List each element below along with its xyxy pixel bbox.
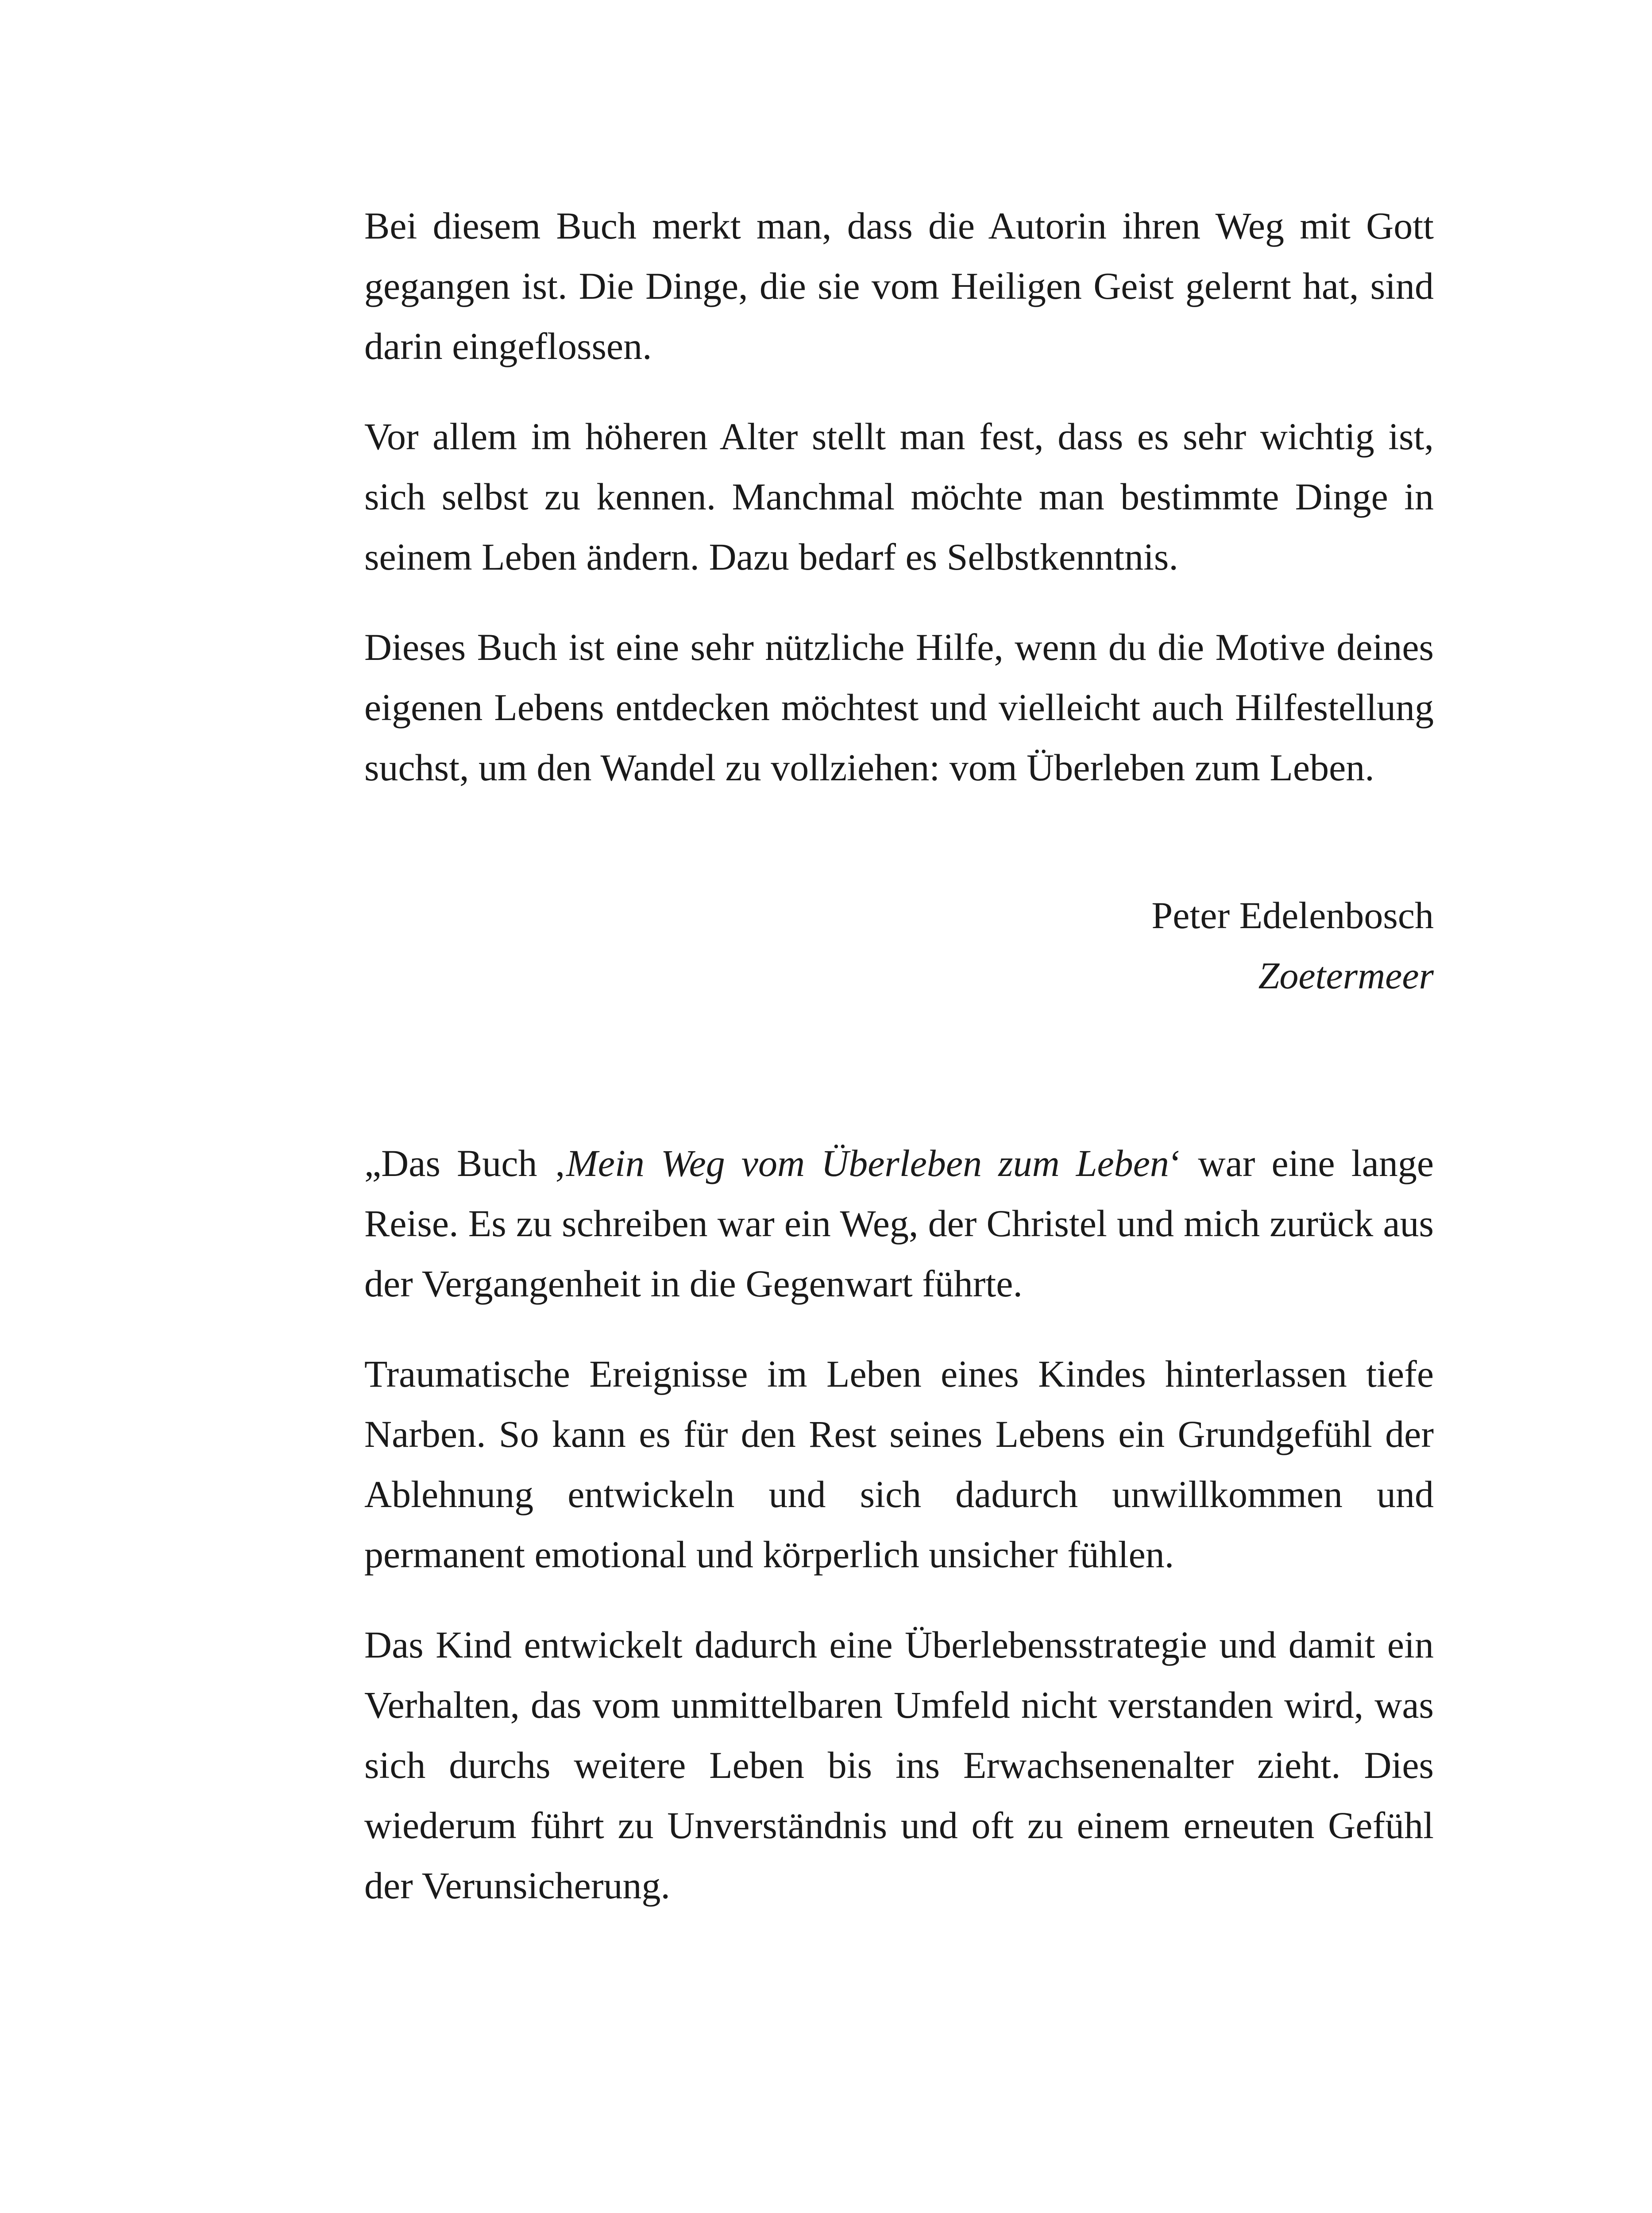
paragraph: Dieses Buch ist eine sehr nützliche Hilfe, wenn du die Motive deines eigenen Lebens entdecken möchtest und vielleicht auch Hilfestellung suchst, um den Wandel zu vollziehen: vom Überleben zum Leben. <box>364 626 1434 789</box>
signature-place: Zoetermeer <box>1258 954 1434 997</box>
book-title: Mein Weg vom Überleben zum Leben <box>566 1142 1169 1184</box>
paragraph: Traumatische Ereignisse im Leben eines Kindes hinterlassen tiefe Narben. So kann es für den Rest seines Lebens ein Grundgefühl der Ablehnung entwickeln und sich dadurch unwillkommen und permanent emotional und körperlich unsicher fühlen. <box>364 1353 1434 1576</box>
signature <box>364 885 1434 1006</box>
paragraph: Bei diesem Buch merkt man, dass die Autorin ihren Weg mit Gott gegangen ist. Die Dinge, die sie vom Heiligen Geist gelernt hat, sind darin eingeflossen. <box>364 204 1434 367</box>
paragraph: Das Kind entwickelt dadurch eine Überlebensstrategie und damit ein Verhalten, das vom unmittelbaren Umfeld nicht verstanden wird, was sich durchs weitere Leben bis ins Erwachsenenalter zieht. Dies wiederum führt zu Unverständnis und oft zu einem erneuten Gefühl der Verunsicherung. <box>364 1623 1434 1907</box>
testimonial-section-2 <box>364 1133 1434 1916</box>
testimonial-section-1 <box>364 196 1434 798</box>
paragraph-with-title <box>364 1133 1434 1314</box>
paragraph: Vor allem im höheren Alter stellt man fest, dass es sehr wichtig ist, sich selbst zu kennen. Manchmal möchte man bestimmte Dinge in seinem Leben ändern. Dazu bedarf es Selbstkenntnis. <box>364 415 1434 578</box>
quote-prefix: „Das Buch ‚ <box>364 1142 567 1184</box>
quote-suffix: ‘ war eine lange Reise. Es zu schreiben war ein Weg, der Christel und mich zurück aus der Vergangenheit in die Gegenwart führte. <box>364 1142 1434 1305</box>
signature-name: Peter Edelenbosch <box>1151 894 1434 937</box>
